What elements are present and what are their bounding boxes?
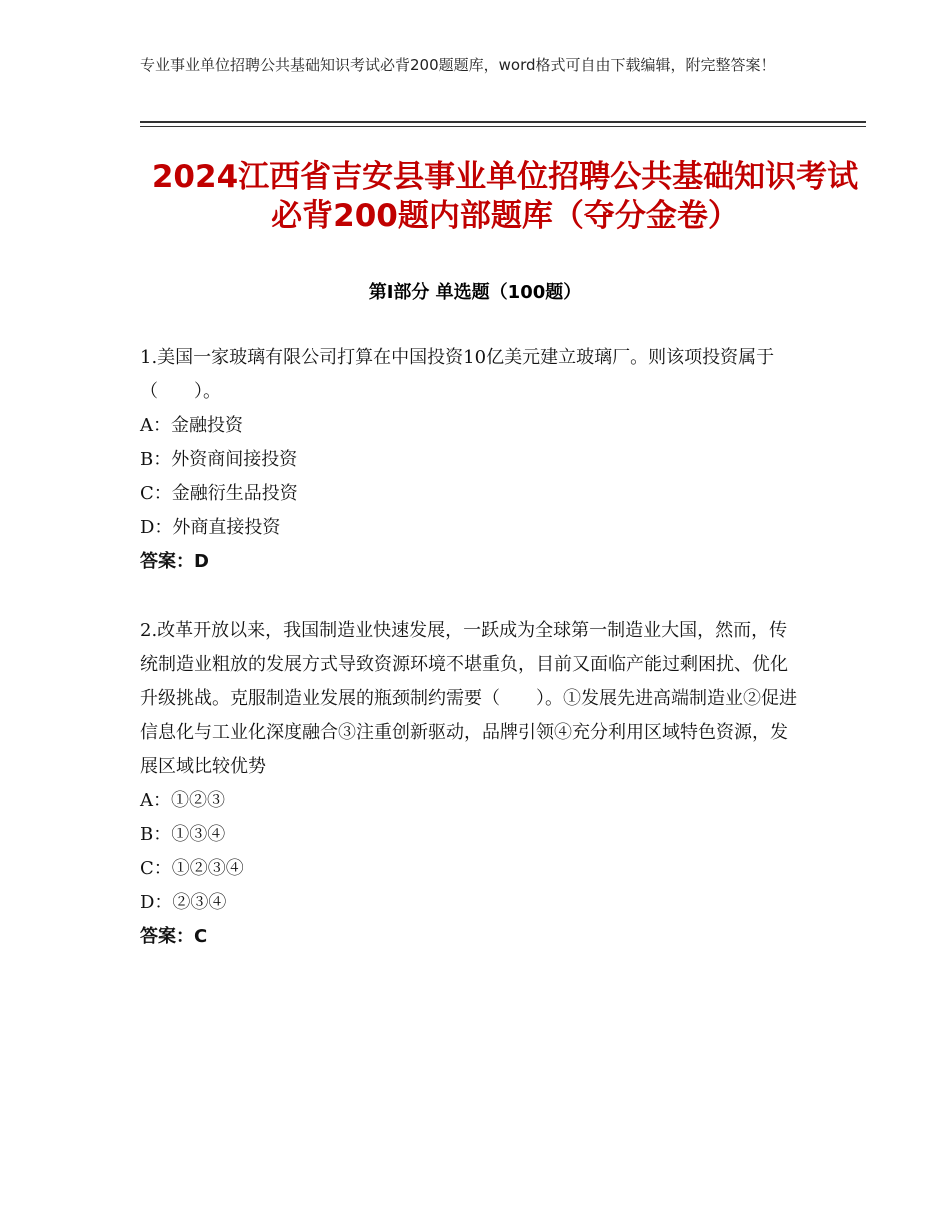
document-title: 2024江西省吉安县事业单位招聘公共基础知识考试必背200题内部题库（夺分金卷） <box>151 159 859 234</box>
question-stem: 1.美国一家玻璃有限公司打算在中国投资10亿美元建立玻璃厂。则该项投资属于（ ）。 <box>140 347 775 402</box>
option-c: C：①②③④ <box>140 858 244 879</box>
header-divider-thick <box>140 121 866 123</box>
header-note: 专业事业单位招聘公共基础知识考试必背200题题库，word格式可自由下载编辑，附完整答案！ <box>140 56 776 74</box>
header-divider-thin <box>140 126 866 127</box>
option-a: A：①②③ <box>140 790 225 811</box>
option-d: D：②③④ <box>140 892 227 913</box>
question-stem: 2.改革开放以来，我国制造业快速发展，一跃成为全球第一制造业大国，然而，传统制造业粗放的发展方式导致资源环境不堪重负，目前又面临产能过剩困扰、优化升级挑战。克服制造业发展的瓶颈制约需要（ ）。①发展先进高端制造业②促进信息化与工业化深度融合③注重创新驱动，品牌引领④充分利用区域特色资源，发展区域比较优势 <box>140 620 797 777</box>
option-d: D：外商直接投资 <box>140 517 281 538</box>
answer: 答案：D <box>140 551 209 572</box>
question-1 <box>140 341 800 579</box>
option-a: A：金融投资 <box>140 415 243 436</box>
question-2 <box>140 614 800 954</box>
option-b: B：外资商间接投资 <box>140 449 298 470</box>
option-c: C：金融衍生品投资 <box>140 483 298 504</box>
option-b: B：①③④ <box>140 824 226 845</box>
section-title: 第Ⅰ部分 单选题（100题） <box>368 282 582 303</box>
answer: 答案：C <box>140 926 208 947</box>
